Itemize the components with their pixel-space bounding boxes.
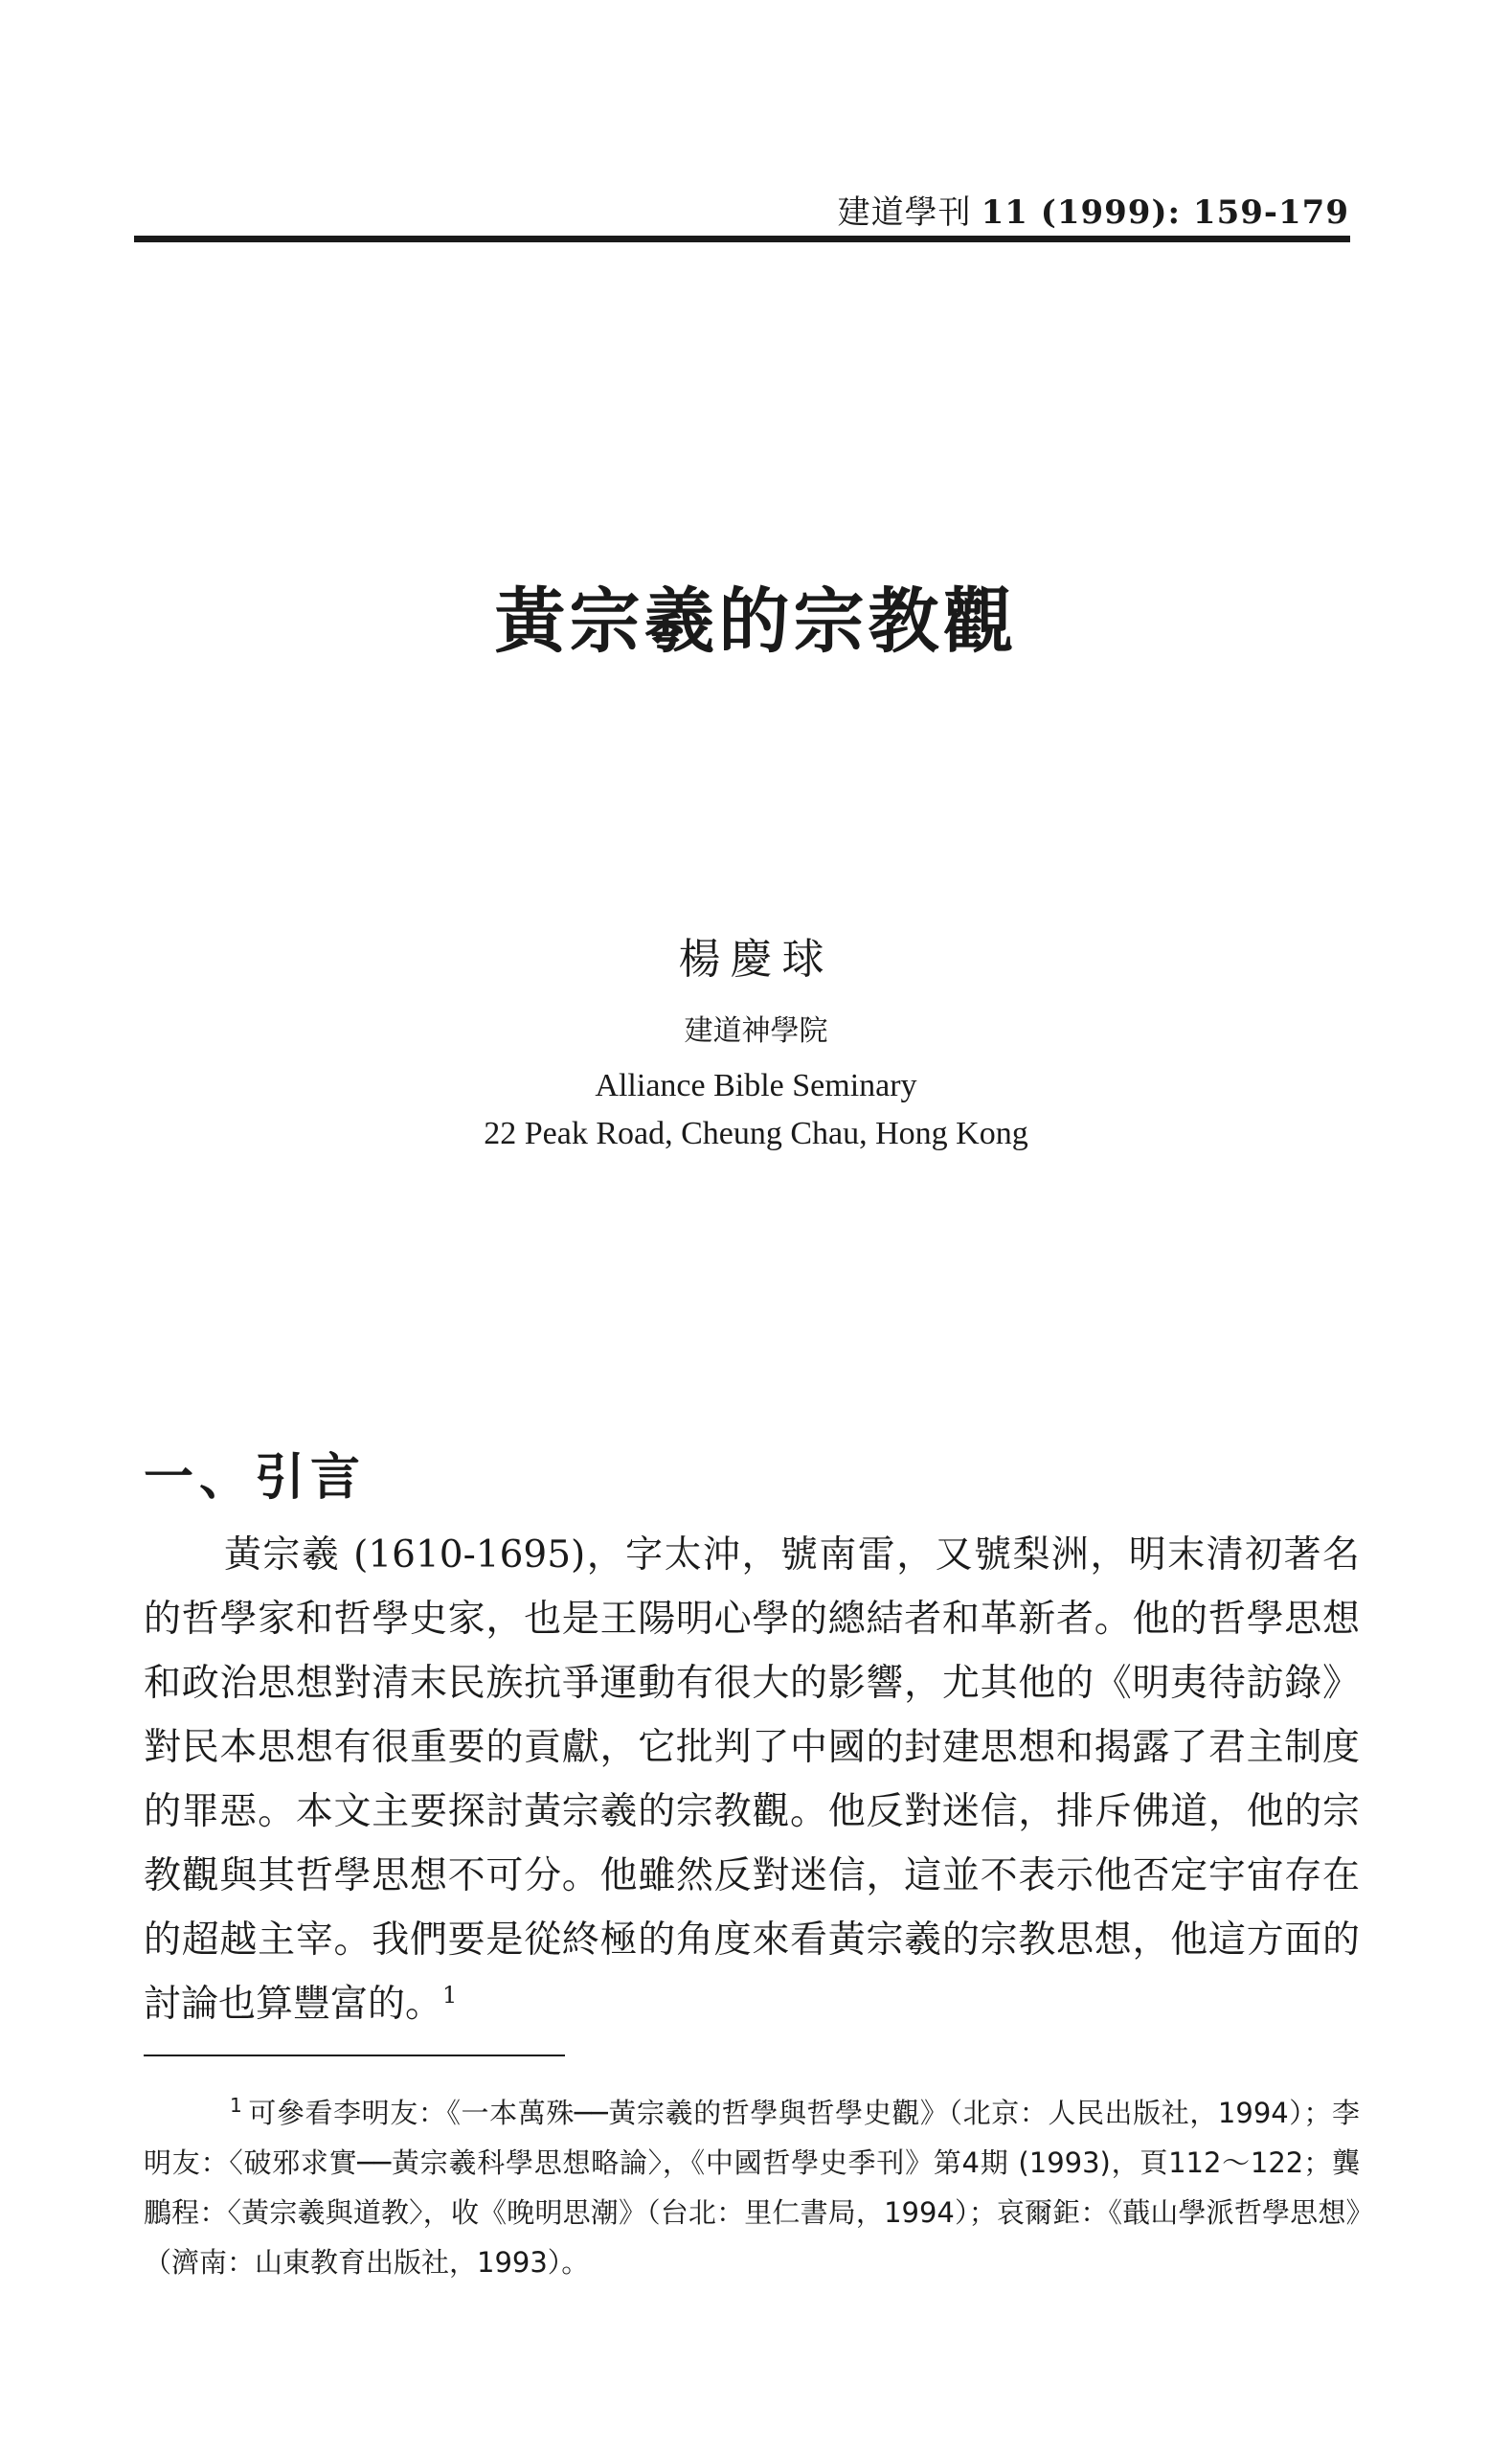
- paragraph-text: 黃宗羲 (1610-1695)，字太沖，號南雷，又號梨洲，明末清初著名的哲學家和哲學史家，也是王陽明心學的總結者和革新者。他的哲學思想和政治思想對清末民族抗爭運動有很大的影響，尤其他的《明夷待訪錄》對民本思想有很重要的貢獻，它批判了中國的封建思想和揭露了君主制度的罪惡。本文主要探討黃宗羲的宗教觀。他反對迷信，排斥佛道，他的宗教觀與其哲學思想不可分。他雖然反對迷信，這並不表示他否定宇宙存在的超越主宰。我們要是從終極的角度來看黃宗羲的宗教思想，他這方面的討論也算豐富的。: [144, 1533, 1360, 2026]
- affiliation-address: 22 Peak Road, Cheung Chau, Hong Kong: [484, 1116, 1028, 1151]
- footnote-text: 可參看李明友：《一本萬殊──黃宗羲的哲學與哲學史觀》（北京：人民出版社，1994）；李明友：〈破邪求實──黃宗羲科學思想略論〉，《中國哲學史季刊》第4期 (1993)，頁112～122；龔鵬程：〈黃宗羲與道教〉，收《晚明思潮》（台北：里仁書局，1994）；哀爾鉅：《蕺山學派哲學思想》（濟南：山東教育出版社，1993）。: [144, 2097, 1360, 2279]
- footnote: [144, 2088, 1360, 2287]
- journal-citation: 11 (1999): 159-179: [981, 193, 1349, 232]
- footnote-ref: 1: [442, 1982, 458, 2009]
- journal-name: 建道學刊: [837, 193, 972, 232]
- section-heading: 一、引言: [144, 1449, 367, 1507]
- author-name: 楊慶球: [678, 935, 834, 984]
- journal-header: [838, 186, 1349, 233]
- affiliation-cn: 建道神學院: [684, 1014, 828, 1048]
- footnote-rule: [144, 2055, 565, 2056]
- article-title: 黃宗羲的宗教觀: [494, 580, 1018, 663]
- header-rule: [134, 236, 1350, 242]
- body-paragraph: [144, 1523, 1360, 2036]
- footnote-number: 1: [230, 2094, 242, 2118]
- affiliation-en: Alliance Bible Seminary: [595, 1068, 917, 1103]
- author-block: [0, 924, 1512, 1158]
